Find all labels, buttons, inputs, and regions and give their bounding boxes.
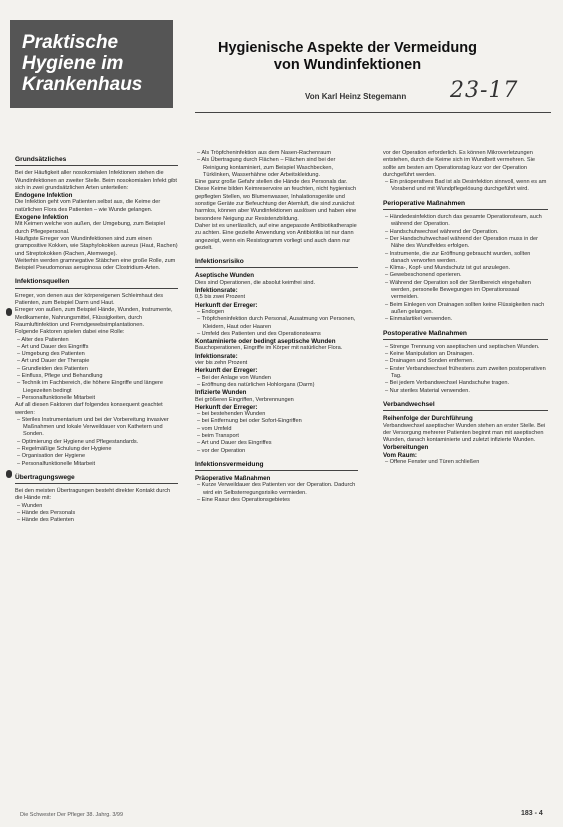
subheading: Exogene Infektion xyxy=(15,214,69,222)
list-item: – Umfeld des Patienten und des Operationsteams xyxy=(197,330,321,337)
article-title xyxy=(195,40,500,74)
list-item: – Bei jedem Verbandwechsel Handschuhe tragen. xyxy=(385,380,510,387)
paragraph: Erreger von außen, zum Beispiel Hände, Wunden, Instrumente, Medikamente, Nahrungsmittel, Flüssigkeiten, durch Raumluftinfektion und Fremdgewebsimplantationen. xyxy=(15,307,173,328)
subheading: Herkunft der Erreger: xyxy=(195,367,258,375)
paragraph: Weiterhin werden gramnegative Stäbchen eine große Rolle, zum Beispiel Pseudomonas aeruginosa oder Clostridium-Arten. xyxy=(15,257,176,272)
paragraph: Bei der Häufigkeit aller nosokomialen Infektionen stehen die Wundinfektionen an zweiter Stelle. Beim nosokomialen Infekt gibt sich in zwei grundsätzlichen Arten unterteilen: xyxy=(15,170,177,191)
paragraph: Erreger, von denen aus der körpereigenen Schleimhaut des Patienten, zum Beispiel Darm und Haut. xyxy=(15,292,164,307)
list-item: – Gewebeschonend operieren. xyxy=(385,272,462,279)
list-item: – bei bestehenden Wunden xyxy=(197,411,266,418)
title-line-2: von Wundinfektionen xyxy=(273,57,422,73)
list-item: – Art und Dauer der Therapie xyxy=(17,358,90,365)
list-item: – Optimierung der Hygiene und Pflegestandards. xyxy=(17,438,139,445)
list-item: – Einmalartikel verwenden. xyxy=(385,316,453,323)
list-item: – Händedesinfektion durch das gesamte Operationsteam, auch während der Operation. xyxy=(385,214,542,228)
list-item: – Technik im Fachbereich, die höhere Eingriffe und längere Liegezeiten bedingt xyxy=(17,380,163,394)
list-item: – Umgebung des Patienten xyxy=(17,351,85,358)
subheading: Infektionsrate: xyxy=(195,352,238,360)
list-item: – Bei der Anlage von Wunden xyxy=(197,374,271,381)
list-item: – Grundleiden des Patienten xyxy=(17,365,88,372)
list-item: – Personalfunktionelle Mitarbeit xyxy=(17,460,96,467)
page-number: 183 - 4 xyxy=(521,810,543,817)
list-item: – Offene Fenster und Türen schließen xyxy=(385,458,480,465)
list-item: – Steriles Instrumentarium und bei der Vorbereitung invasiver Maßnahmen und lokale Verweildauer von Kathetern und Sonden. xyxy=(17,416,169,438)
list-item: – Eröffnung des natürlichen Hohlorgans (Darm) xyxy=(197,381,315,388)
section-heading: Postoperative Maßnahmen xyxy=(383,330,548,340)
footer-source: Die Schwester Der Pfleger 38. Jahrg. 3/99 xyxy=(20,812,124,818)
paragraph: Mit Keimen welche von außen, der Umgebung, zum Beispiel durch Pflegepersonal. xyxy=(15,221,165,235)
paragraph: Eine ganz große Gefahr stellen die Hände des Personals dar. xyxy=(195,179,348,186)
subheading: Endogene Infektion xyxy=(15,192,73,200)
list-item: – Als Übertragung durch Flächen – Flächen sind bei der Reinigung kontaminiert, zum Beispiel Waschbecken, Türklinken, Wasserhähne oder Arbeitskleidung. xyxy=(197,157,336,178)
banner-line: Krankenhaus xyxy=(22,74,143,95)
handwritten-note: 23-17 xyxy=(450,78,519,103)
list-item: – beim Transport xyxy=(197,432,239,439)
list-item: – Keine Manipulation an Drainagen. xyxy=(385,351,474,358)
list-item: – Beim Einlegen von Drainagen sollten keine Flüssigkeiten nach außen gelangen. xyxy=(385,301,545,315)
list-item: – Eine Rasur des Operationsgebietes xyxy=(197,497,290,504)
margin-mark xyxy=(6,308,12,316)
column-3 xyxy=(383,150,548,805)
list-item: – Hände des Personals xyxy=(17,510,76,517)
paragraph: Bei größeren Eingriffen, Verbrennungen xyxy=(195,396,294,403)
section-heading: Infektionsrisiko xyxy=(195,258,358,268)
list-item: – Handschuhwechsel während der Operation. xyxy=(385,228,499,235)
list-item: – Personalfunktionelle Mitarbeit xyxy=(17,394,96,401)
paragraph: Diese Keime bilden Keimreservoire an feuchten, nicht hygienisch gepflegten Stellen, wo Blumenwasser, Inhalationsgeräte und sonstige Geräte zur Befeuchtung der Atemluft, die sind zunächst harmlos, können aber Wundinfektionen auslösen und haben eine besondere Neigung zur Resistenzbildung. xyxy=(195,186,357,222)
section-heading: Infektionsvermeidung xyxy=(195,461,358,471)
title-line-1: Hygienische Aspekte der Vermeidung xyxy=(218,40,477,56)
banner-line: Praktische xyxy=(22,32,119,53)
paragraph: Daher ist es unerlässlich, auf eine angepasste Antibiotikatherapie zu achten. Eine gezielte Anwendung von Antibiotika ist nur dann angezeigt, wenn ein Resistogramm vorliegt und auch dann nur gezielt. xyxy=(195,222,357,251)
paragraph: Verbandwechsel aseptischer Wunden stehen an erster Stelle. Bei der Versorgung mehrerer Patienten beginnt man mit aseptischen Wunden, danach kontaminierte und zuletzt infizierte Wunden. xyxy=(383,422,546,444)
subheading: Herkunft der Erreger: xyxy=(195,301,258,309)
section-heading: Infektionsquellen xyxy=(15,278,178,288)
margin-mark xyxy=(6,470,12,478)
subheading: Vorbereitungen xyxy=(383,444,429,452)
subheading: Kontaminierte oder bedingt aseptische Wunden xyxy=(195,338,336,346)
list-item: – Art und Dauer des Eingriffes xyxy=(197,440,272,447)
list-item: – Alter des Patienten xyxy=(17,336,69,343)
column-2 xyxy=(195,150,358,805)
paragraph: vor der Operation erforderlich. Es können Mikroverletzungen entstehen, durch die Keime sich im Wundbett vermehren. Sie sollte am besten am Operationstag kurz vor der Operation durchgeführt werden. xyxy=(383,150,535,178)
paragraph: Häufigste Erreger von Wundinfektionen sind zum einen grampositive Kokken, wie Staphylokokken aureus (Haut, Rachen) und Streptokokken (Rachen, Atemwege). xyxy=(15,235,178,257)
list-item: – Tröpfcheninfektion durch Personal, Ausatmung von Personen, Kleidern, Haut oder Haaren xyxy=(197,316,356,330)
paragraph: Bei den meisten Übertragungen besteht direkter Kontakt durch die Hände mit: xyxy=(15,488,171,502)
list-item: – Strenge Trennung von aseptischen und septischen Wunden. xyxy=(385,343,540,350)
list-item: – Als Tröpfcheninfektion aus dem Nasen-Rachenraum xyxy=(197,150,332,156)
section-heading: Perioperative Maßnahmen xyxy=(383,200,548,210)
list-item: – Wunden xyxy=(17,502,43,509)
subheading: Aseptische Wunden xyxy=(195,272,255,280)
subheading: Herkunft der Erreger: xyxy=(195,403,258,411)
list-item: – Einfluss, Pflege und Behandlung xyxy=(17,373,103,380)
section-heading: Verbandwechsel xyxy=(383,401,548,411)
subheading: Infektionsrate: xyxy=(195,287,238,295)
list-item: – Kurze Verweildauer des Patienten vor der Operation. Dadurch wird ein Selbsterregungsrisiko vermieden. xyxy=(197,482,356,496)
list-item: – Instrumente, die zur Eröffnung gebraucht wurden, sollten danach verworfen werden. xyxy=(385,250,531,264)
paragraph: Dies sind Operationen, die absolut keimfrei sind. xyxy=(195,279,316,286)
paragraph: Die Infektion geht vom Patienten selbst aus, die Keime der natürlichen Flora des Patienten – wie Wunde gelangen. xyxy=(15,199,161,213)
list-item: – Klima-, Kopf- und Mundschutz ist gut anzulegen. xyxy=(385,265,510,272)
banner-line: Hygiene im xyxy=(22,53,124,74)
list-item: – Erster Verbandwechsel frühestens zum zweiten postoperativen Tag. xyxy=(385,365,546,380)
subheading: Präoperative Maßnahmen xyxy=(195,475,271,483)
list-item: – Endogen xyxy=(197,308,225,315)
paragraph: Folgende Faktoren spielen dabei eine Rolle: xyxy=(15,329,125,336)
section-heading: Übertragungswege xyxy=(15,474,178,484)
list-item: – Der Handschuhwechsel während der Operation muss in der Nähe des Wundfeldes erfolgen. xyxy=(385,235,538,250)
subheading: Infizierte Wunden xyxy=(195,389,247,397)
paragraph: vier bis zehn Prozent xyxy=(195,360,248,367)
column-1 xyxy=(15,150,178,805)
list-item: – Regelmäßige Schulung der Hygiene xyxy=(17,445,112,452)
list-item: – Während der Operation soll der Sterilbereich eingehalten werden, personelle Bewegungen im Operationssaal vermeiden. xyxy=(385,279,531,301)
author-line: Von Karl Heinz Stegemann xyxy=(305,92,407,101)
list-item: – bei Entfernung bei oder Sofort-Eingriffen xyxy=(197,418,302,425)
list-item: – Drainagen und Sonden entfernen. xyxy=(385,358,474,365)
subheading: Reihenfolge der Durchführung xyxy=(383,415,473,423)
header-rule xyxy=(195,112,551,113)
list-item: – vor der Operation xyxy=(197,447,246,454)
list-item: – Nur steriles Material verwenden. xyxy=(385,387,470,394)
paragraph: Auf all diesen Faktoren darf folgendes konsequent geachtet werden: xyxy=(15,402,163,416)
section-heading: Grundsätzliches xyxy=(15,156,178,166)
list-item: – Ein präoperatives Bad ist als Desinfektion sinnvoll, wenn es am Vorabend und mit Wundpflegelösung durchgeführt wird. xyxy=(385,179,547,193)
subheading: Vom Raum: xyxy=(383,451,417,459)
list-item: – Hände des Patienten xyxy=(17,517,74,524)
list-item: – Art und Dauer des Eingriffs xyxy=(17,343,89,350)
paragraph: Bauchoperationen, Eingriffe im Körper mit natürlicher Flora. xyxy=(195,345,343,352)
list-item: – Organisation der Hygiene xyxy=(17,453,86,460)
paragraph: 0,5 bis zwei Prozent xyxy=(195,294,246,301)
list-item: – vom Umfeld xyxy=(197,425,232,432)
series-banner xyxy=(10,20,173,108)
